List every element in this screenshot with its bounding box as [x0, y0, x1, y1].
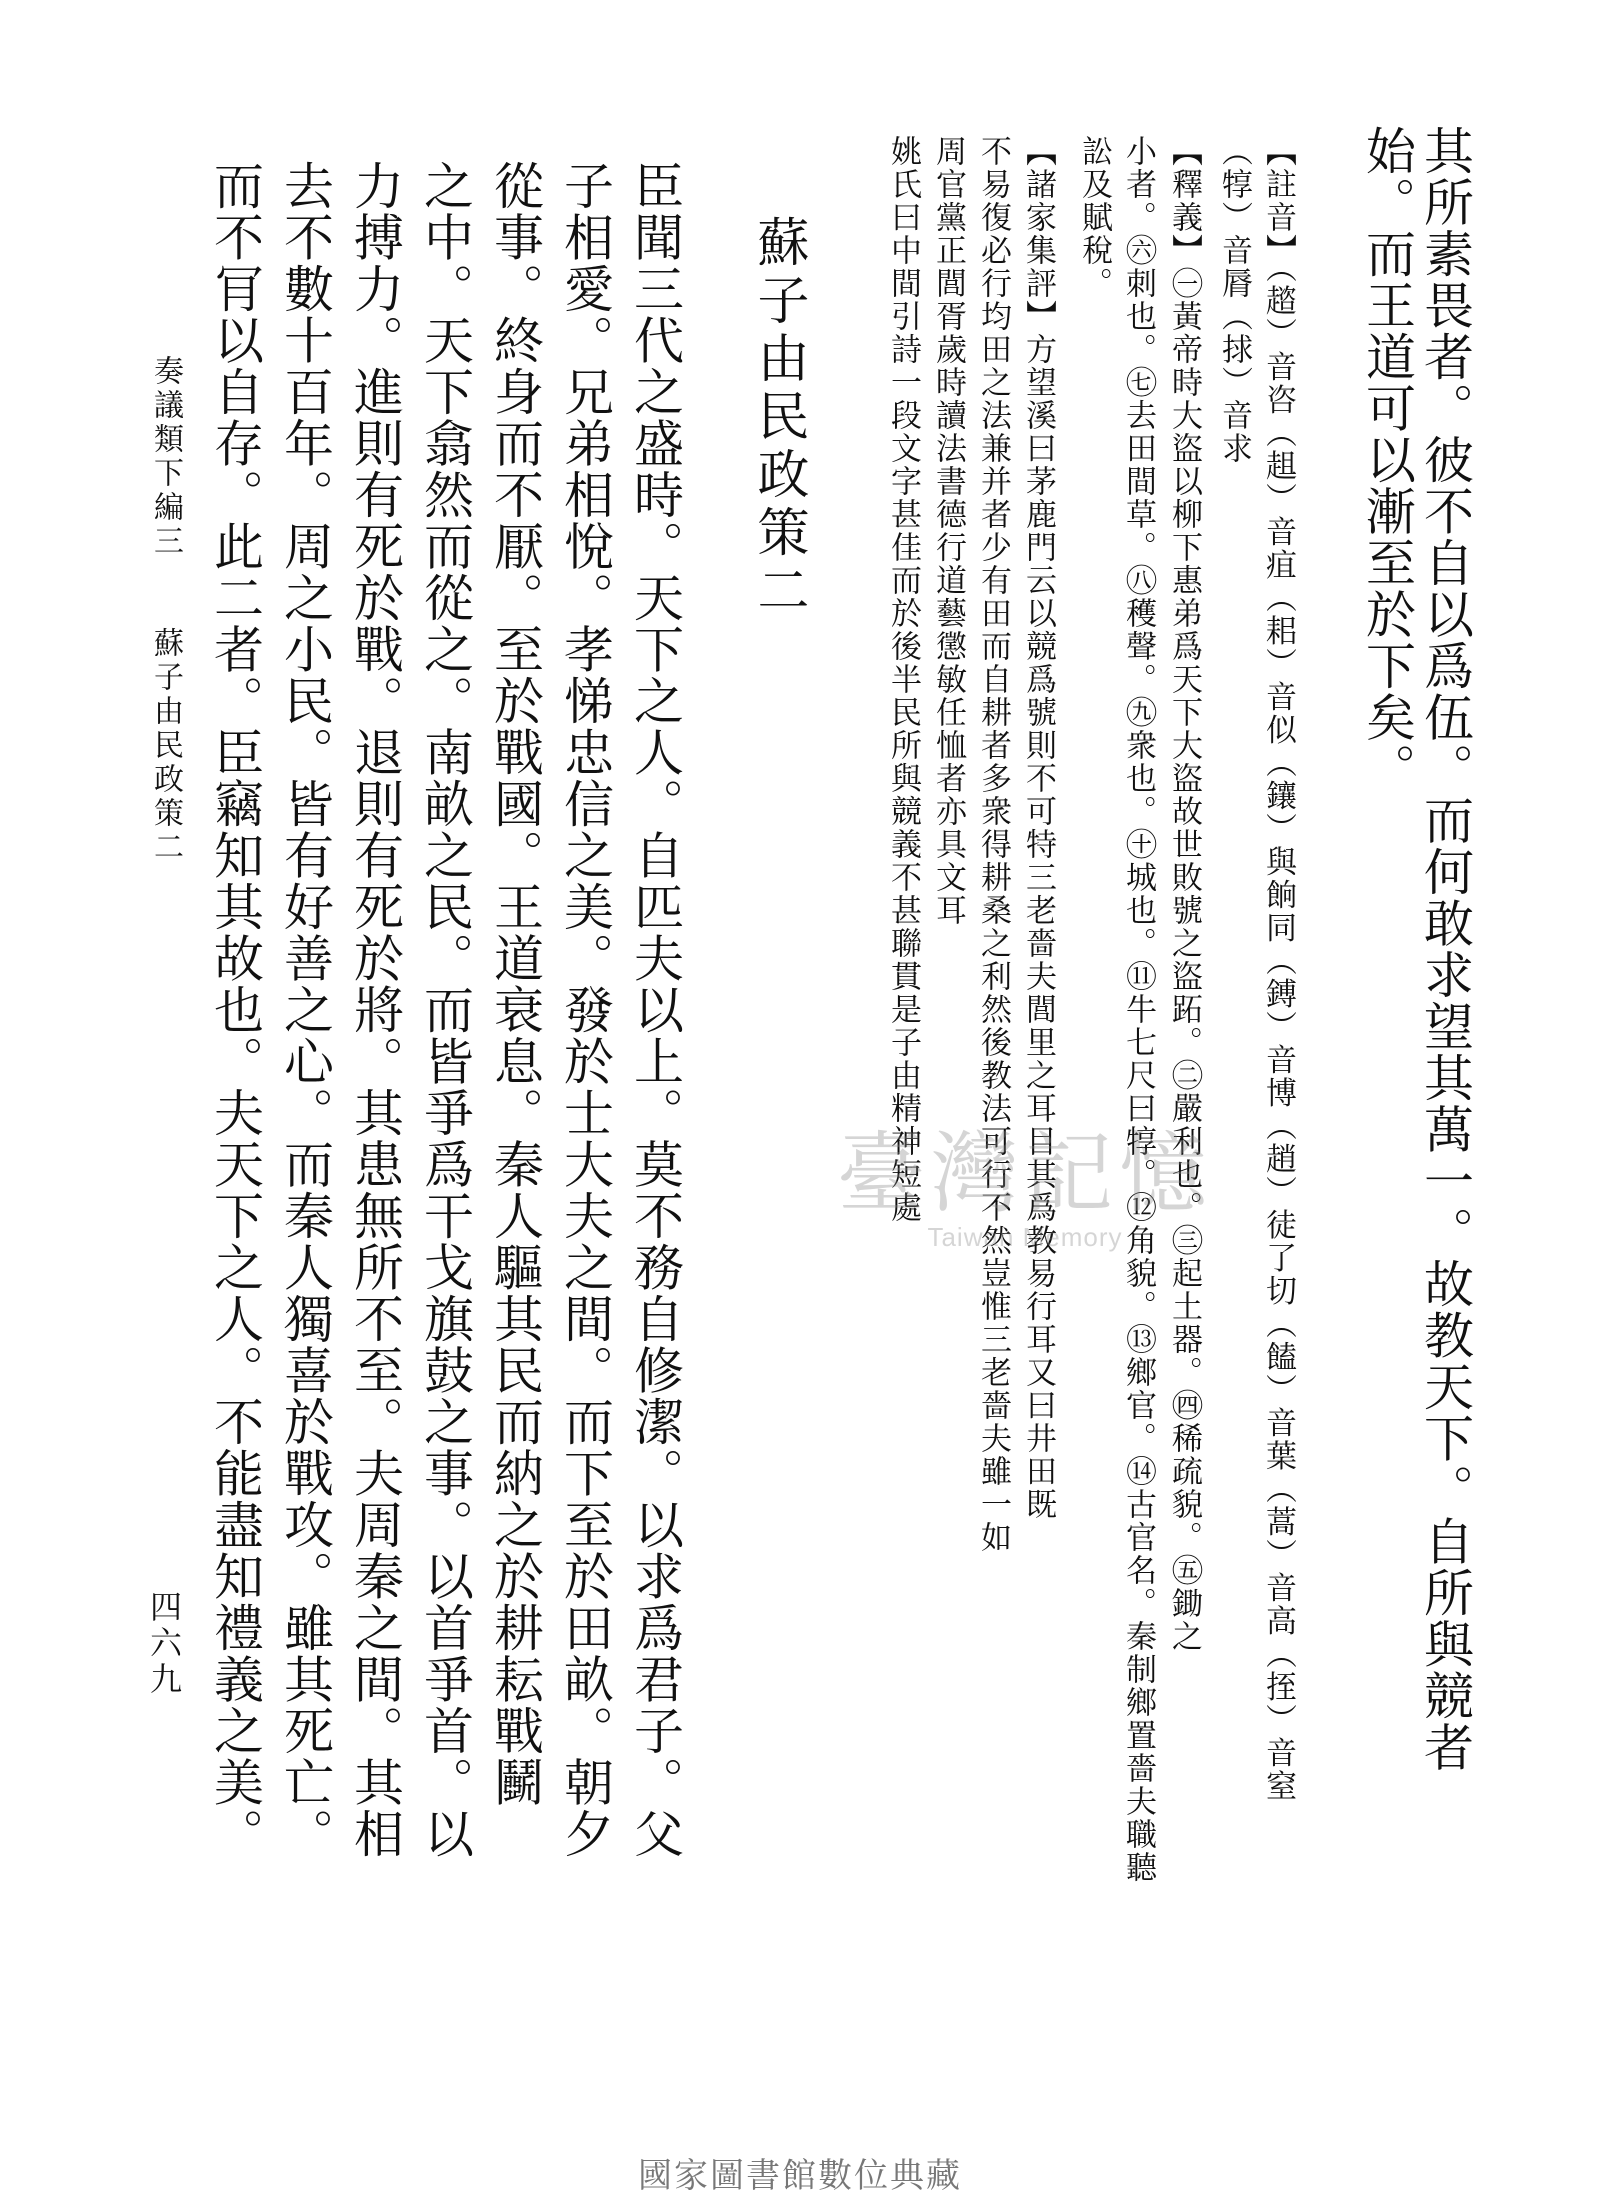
running-header: 奏議類下編三 蘇子由民政策二: [148, 355, 183, 865]
text-column: 子相愛。兄弟相悅。孝悌忠信之美。發於士大夫之間。而下至於田畝。朝夕: [556, 160, 614, 1860]
annotation-definitions: 【釋義】㊀黃帝時大盜以柳下惠弟爲天下大盜故世敗號之盜跖。㊁嚴利也。㊂起土器。㊃稀疏貌。㊄鋤之: [1166, 135, 1202, 1653]
footer-credit: 國家圖書館數位典藏: [638, 2156, 962, 2196]
text-column: 其所素畏者。彼不自以爲伍。而何敢求望其萬一。故教天下。自所與競者: [1416, 125, 1474, 1773]
annotation-definitions-cont: 小者。㊅刺也。㊆去田間草。㊇穫聲。㊈衆也。㊉城也。⑪牛七尺曰犉。⑫角貌。⑬鄉官。⑭古官名。秦制鄉置嗇夫職聽: [1120, 135, 1156, 1884]
text-column: 從事。終身而不厭。至於戰國。王道衰息。秦人驅其民而納之於耕耘戰鬭: [486, 160, 544, 1808]
text-column: 力搏力。進則有死於戰。退則有死於將。其患無所不至。夫周秦之間。其相: [346, 160, 404, 1860]
annotation-commentary-cont: 不易復必行均田之法兼并者少有田而自耕者多衆得耕桑之利然後教法可行不然豈惟三老嗇夫雖一如: [975, 135, 1011, 1554]
annotation-definitions-cont: 訟及賦稅。: [1076, 135, 1112, 300]
text-column: 而不肎以自存。此二者。臣竊知其故也。夫天下之人。不能盡知禮義之美。: [206, 160, 264, 1860]
annotation-pronunciation: 【註音】（趦）音咨（趄）音疽（耜）音似（鑲）與餉同（鎛）音博（趙）徒了切（饁）音葉（蒿）音高（挃）音窒: [1260, 135, 1296, 1803]
text-column: 始。而王道可以漸至於下矣。: [1358, 125, 1416, 795]
text-column: 臣聞三代之盛時。天下之人。自匹夫以上。莫不務自修潔。以求爲君子。父: [626, 160, 684, 1860]
watermark-subtext: Taiwan Memory: [927, 1222, 1123, 1252]
watermark-text: 臺灣記憶: [836, 1122, 1213, 1225]
text-column: 去不數十百年。周之小民。皆有好善之心。而秦人獨喜於戰攻。雖其死亡。: [276, 160, 334, 1860]
essay-title: 蘇子由民政策二: [748, 215, 808, 621]
annotation-commentary-cont: 周官黨正閭胥歲時讀法書德行道藝懲敏任恤者亦具文耳: [930, 135, 966, 927]
page-number: 四六九: [145, 1590, 183, 1698]
annotation-commentary-cont: 姚氏曰中間引詩一段文字甚佳而於後半民所與競義不甚聯貫是子由精神短處: [885, 135, 921, 1224]
watermark: [790, 1122, 1260, 1253]
text-column: 之中。天下翕然而從之。南畝之民。而皆爭爲干戈旗鼓之事。以首爭首。以: [416, 160, 474, 1860]
annotation-pronunciation-cont: （犉）音脣（捄）音求: [1216, 135, 1252, 465]
annotation-commentary: 【諸家集評】方望溪曰茅鹿門云以競爲號則不可特三老嗇夫閭里之耳目其爲教易行耳又曰井田既: [1020, 135, 1056, 1521]
